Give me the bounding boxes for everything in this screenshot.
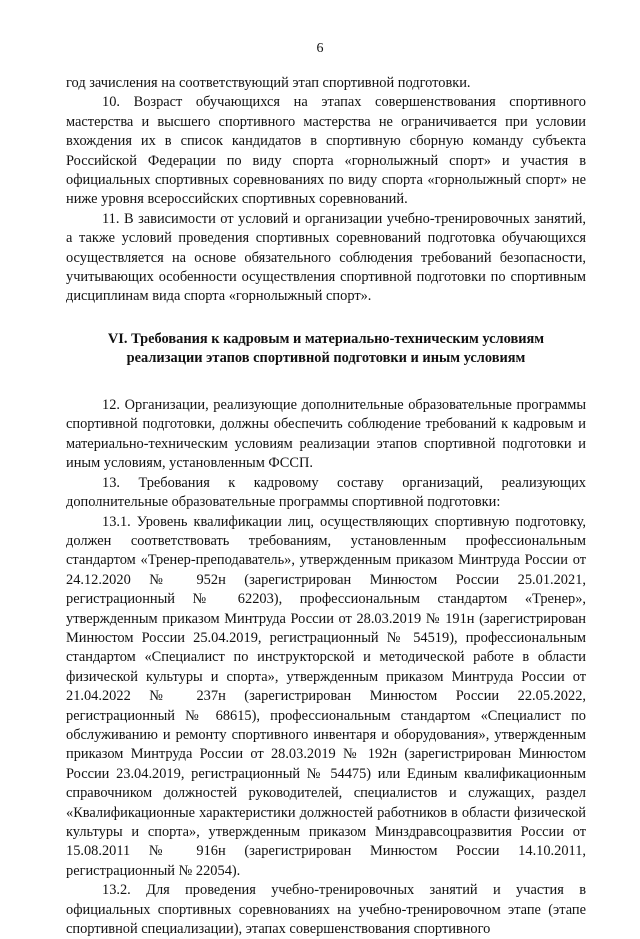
section-heading xyxy=(66,330,586,369)
paragraph-13-1: 13.1. Уровень квалификации лиц, осуществляющих спортивную подготовку, должен соответствовать требованиям, установленным профессиональным стандартом «Тренер-преподаватель», утвержденным приказом Минтруда России от 24.12.2020 № 952н (зарегистрирован Минюстом России 25.01.2021, регистрационный № 62203), профессиональным стандартом «Тренер», утвержденным приказом Минтруда России от 28.03.2019 № 191н (зарегистрирован Минюстом России 25.04.2019, регистрационный № 54519), профессиональным стандартом «Специалист по инструкторской и методической работе в области физической культуры и спорта», утвержденным приказом Минтруда России от 21.04.2022 № 237н (зарегистрирован Минюстом России 22.05.2022, регистрационный № 68615), профессиональным стандартом «Специалист по обслуживанию и ремонту спортивного инвентаря и оборудования», утвержденным приказом Минтруда России от 28.03.2019 № 192н (зарегистрирован Минюстом России 23.04.2019, регистрационный № 54475) или Единым квалификационным справочником должностей руководителей, специалистов и служащих, раздел «Квалификационные характеристики должностей работников в области физической культуры и спорта», утвержденным приказом Минздравсоцразвития России от 15.08.2011 № 916н (зарегистрирован Минюстом России 14.10.2011, регистрационный № 22054). xyxy=(66,513,586,879)
paragraph-continuation: год зачисления на соответствующий этап спортивной подготовки. xyxy=(66,75,471,91)
paragraph-12: 12. Организации, реализующие дополнительные образовательные программы спортивной подготовки, должны обеспечить соблюдение требований к кадровым и материально-техническим условиям реализации этапов спортивной подготовки и иным условиям, установленным ФССП. xyxy=(66,397,586,472)
paragraph-11: 11. В зависимости от условий и организации учебно-тренировочных занятий, а также условий проведения спортивных соревнований подготовка обучающихся осуществляется на основе обязательного соблюдения требований безопасности, учитывающих особенности осуществления спортивной подготовки по спортивным дисциплинам вида спорта «горнолыжный спорт». xyxy=(66,210,586,305)
section-heading-line-1: VI. Требования к кадровым и материально-техническим условиям xyxy=(107,330,545,347)
page-number: 6 xyxy=(316,41,324,56)
document-body xyxy=(66,74,586,939)
paragraph-10: 10. Возраст обучающихся на этапах совершенствования спортивного мастерства и высшего спортивного мастерства не ограничивается при условии вхождения их в список кандидатов в спортивную сборную команду субъекта Российской Федерации по виду спорта «горнолыжный спорт» и участия в официальных спортивных соревнованиях по виду спорта «горнолыжный спорт» не ниже уровня всероссийских спортивных соревнований. xyxy=(66,94,586,208)
paragraph-13-2: 13.2. Для проведения учебно-тренировочных занятий и участия в официальных спортивных соревнованиях на учебно-тренировочном этапе (этапе спортивной специализации), этапах совершенствования спортивного xyxy=(66,882,586,938)
paragraph-13: 13. Требования к кадровому составу организаций, реализующих дополнительные образовательные программы спортивной подготовки: xyxy=(66,474,586,511)
section-heading-line-2: реализации этапов спортивной подготовки и иным условиям xyxy=(126,350,526,367)
